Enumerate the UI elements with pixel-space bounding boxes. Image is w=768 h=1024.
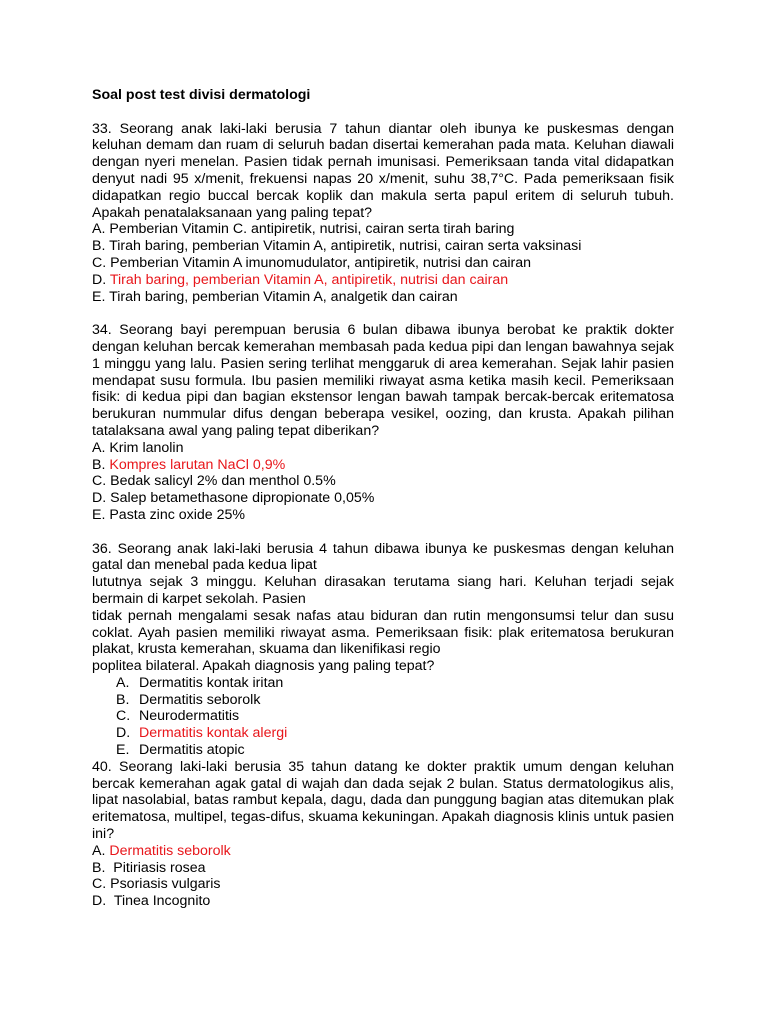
option-letter: E. — [116, 742, 130, 759]
spacer — [92, 305, 674, 322]
question-33-option-d — [92, 272, 674, 289]
question-36-option-c — [92, 708, 674, 725]
question-33 — [92, 121, 674, 306]
question-34-option-c: C. Bedak salicyl 2% dan menthol 0.5% — [92, 473, 336, 490]
question-34-stem: 34. Seorang bayi perempuan berusia 6 bulan dibawa ibunya berobat ke praktik dokter dengan keluhan bercak kemerahan membasah pada kedua pipi dan lengan bawahnya sejak 1 minggu yang lalu. Pasien sering terlihat menggaruk di area kemerahan. Sejak lahir pasien mendapat susu formula. Ibu pasien memiliki riwayat asma ketika masih kecil. Pemeriksaan fisik: di kedua pipi dan bagian ekstensor lengan bawah tampak bercak-bercak eritematosa berukuran nummular difus dengan beberapa vesikel, oozing, dan krusta. Apakah pilihan tatalaksana awal yang paling tepat diberikan? — [92, 322, 674, 439]
correct-answer-text: Dermatitis kontak alergi — [139, 725, 288, 742]
option-text: Dermatitis atopic — [139, 742, 245, 759]
question-36-stem-line-1: 36. Seorang anak laki-laki berusia 4 tahun dibawa ibunya ke puskesmas dengan keluhan gatal dan menebal pada kedua lipat — [92, 540, 674, 574]
question-34 — [92, 322, 674, 524]
option-letter: B. — [92, 456, 106, 473]
option-text: Neurodermatitis — [139, 708, 240, 725]
option-letter: D. — [116, 725, 131, 742]
question-36-stem-line-3: tidak pernah mengalami sesak nafas atau biduran dan rutin mengonsumsi telur dan susu coklat. Ayah pasien memiliki riwayat asma. Pemeriksaan fisik: plak eritematosa berukuran plakat, krusta kemerahan, skuama dan likenifikasi regio — [92, 607, 674, 658]
question-34-option-a: A. Krim lanolin — [92, 439, 184, 456]
spacer — [92, 524, 674, 541]
question-36 — [92, 541, 674, 759]
option-text: Dermatitis seborolk — [139, 691, 261, 708]
option-letter: B. — [116, 691, 130, 708]
question-36-options — [92, 675, 674, 759]
question-33-stem: 33. Seorang anak laki-laki berusia 7 tahun diantar oleh ibunya ke puskesmas dengan keluhan demam dan ruam di seluruh badan disertai kemerahan pada mata. Keluhan diawali dengan nyeri menelan. Pasien tidak pernah imunisasi. Pemeriksaan tanda vital didapatkan denyut nadi 95 x/menit, frekuensi napas 20 x/menit, suhu 38,7°C. Pada pemeriksaan fisik didapatkan regio buccal bercak koplik dan makula serta papul eritem di seluruh tubuh. Apakah penatalaksanaan yang paling tepat? — [92, 120, 674, 221]
spacer — [92, 104, 674, 121]
question-40 — [92, 759, 674, 910]
question-36-option-e — [92, 742, 674, 759]
option-letter: A. — [116, 674, 130, 691]
question-33-option-c: C. Pemberian Vitamin A imunomudulator, antipiretik, nutrisi dan cairan — [92, 254, 531, 271]
correct-answer-text: Kompres larutan NaCl 0,9% — [109, 456, 286, 473]
question-36-option-b — [92, 692, 674, 709]
question-36-option-d — [92, 725, 674, 742]
question-34-option-d: D. Salep betamethasone dipropionate 0,05% — [92, 490, 375, 507]
question-34-option-e: E. Pasta zinc oxide 25% — [92, 506, 245, 523]
question-36-stem-line-2: lututnya sejak 3 minggu. Keluhan dirasakan terutama siang hari. Keluhan terjadi sejak bermain di karpet sekolah. Pasien — [92, 574, 674, 607]
question-36-option-a — [92, 675, 674, 692]
option-text: Dermatitis kontak iritan — [139, 674, 284, 691]
question-33-option-a: A. Pemberian Vitamin C. antipiretik, nutrisi, cairan serta tirah baring — [92, 221, 515, 238]
correct-answer-text: Tirah baring, pemberian Vitamin A, antipiretik, nutrisi dan cairan — [109, 271, 509, 288]
question-36-stem-line-4: poplitea bilateral. Apakah diagnosis yang paling tepat? — [92, 658, 435, 675]
option-letter: C. — [116, 708, 131, 725]
question-40-option-a — [92, 843, 674, 860]
document-title: Soal post test divisi dermatologi — [92, 87, 311, 103]
question-40-option-c: C. Psoriasis vulgaris — [92, 876, 221, 893]
question-34-option-b — [92, 457, 674, 474]
document-page — [92, 87, 674, 910]
question-40-option-b: B. Pitiriasis rosea — [92, 859, 206, 876]
option-letter: D. — [92, 271, 107, 288]
option-letter: A. — [92, 842, 106, 859]
question-33-option-e: E. Tirah baring, pemberian Vitamin A, analgetik dan cairan — [92, 288, 458, 305]
correct-answer-text: Dermatitis seborolk — [109, 842, 231, 859]
question-33-option-b: B. Tirah baring, pemberian Vitamin A, antipiretik, nutrisi, cairan serta vaksinasi — [92, 238, 582, 255]
question-40-stem: 40. Seorang laki-laki berusia 35 tahun datang ke dokter praktik umum dengan keluhan bercak kemerahan agak gatal di wajah dan dada sejak 2 bulan. Status dermatologikus alis, lipat nasolabial, batas rambut kepala, dagu, dada dan punggung bagian atas ditemukan plak eritematosa, multipel, tegas-difus, skuama kekuningan. Apakah diagnosis klinis untuk pasien ini? — [92, 758, 674, 843]
question-40-option-d: D. Tinea Incognito — [92, 893, 211, 910]
